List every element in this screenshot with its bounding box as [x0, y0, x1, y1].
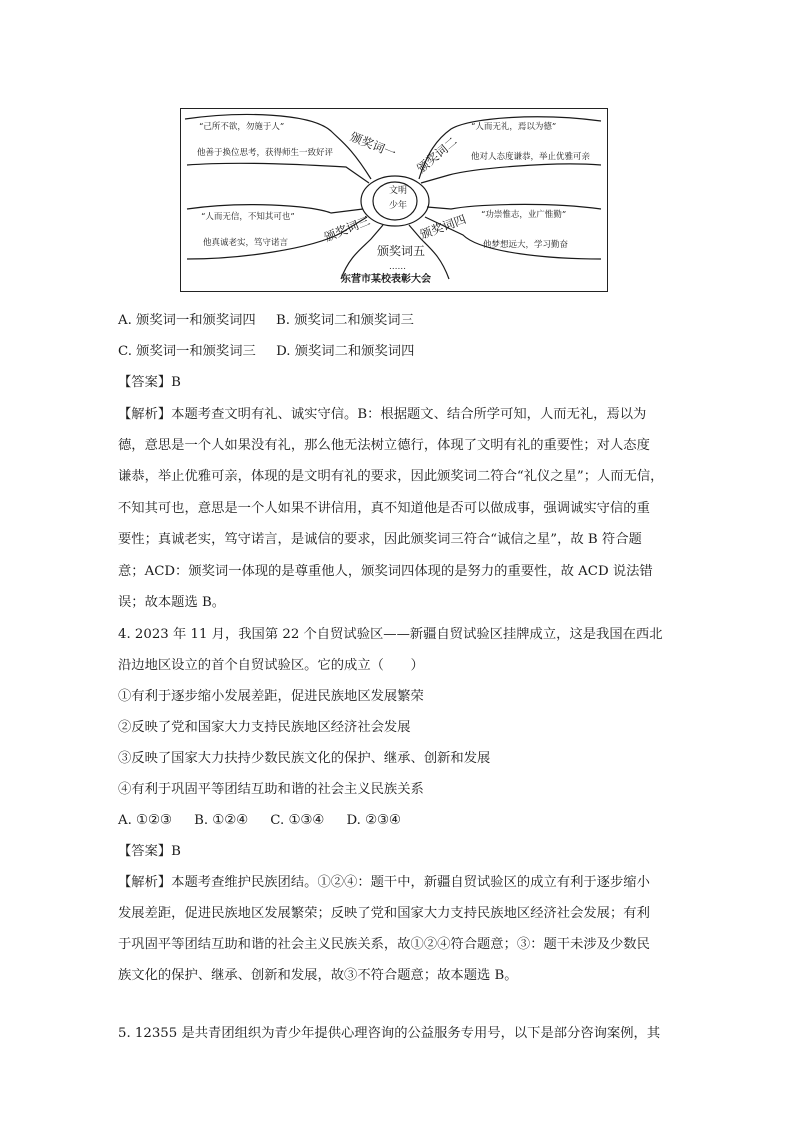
q3-analysis-line: 谦恭，举止优雅可亲，体现的是文明有礼的要求，因此颁奖词二符合“礼仪之星”；人而无信， [118, 469, 664, 484]
award-label-three: 颁奖词三 [322, 213, 372, 245]
q3-options-row-1 [118, 314, 414, 327]
q4-analysis-line: 族文化的保护、继承、创新和发展，故③不符合题意；故本题选 B。 [118, 968, 518, 983]
q4-item-1: ①有利于逐步缩小发展差距，促进民族地区发展繁荣 [118, 689, 424, 704]
q4-options-row [118, 814, 401, 827]
q4-analysis-line: 于巩固平等团结互助和谐的社会主义民族关系，故①②④符合题意；③：题干未涉及少数民 [118, 937, 650, 952]
q3-options-row-2 [118, 345, 414, 358]
quote-one: “己所不欲，勿施于人” [199, 122, 285, 132]
quote-four: “功崇惟志，业广惟勤” [481, 210, 567, 220]
praise-two: 他对人态度谦恭，举止优雅可亲 [471, 152, 591, 162]
q3-option-b: B. 颁奖词二和颁奖词三 [275, 313, 414, 328]
q3-analysis-line: 德，意思是一个人如果没有礼，那么他无法树立德行，体现了文明有礼的重要性；对人态度 [118, 438, 650, 453]
praise-four: 他梦想远大，学习勤奋 [483, 240, 569, 250]
q4-stem-line: 沿边地区设立的首个自贸试验区。它的成立（ ） [118, 658, 424, 673]
award-label-five: 颁奖词五 [377, 244, 426, 258]
q3-option-a: A. 颁奖词一和颁奖词四 [118, 313, 256, 328]
praise-one: 他善于换位思考，获得师生一致好评 [197, 148, 334, 158]
q3-analysis-line: 意；ACD：颁奖词一体现的是尊重他人，颁奖词四体现的是努力的重要性，故 ACD 说法错 [118, 564, 653, 579]
ellipsis: …… [389, 262, 406, 272]
q4-option-d: D. ②③④ [346, 813, 401, 828]
quote-three: “人而无信，不知其可也” [201, 212, 295, 222]
q3-analysis-line: 【解析】本题考查文明有礼、诚实守信。B：根据题文、结合所学可知，人而无礼，焉以为 [118, 407, 647, 422]
q3-option-c: C. 颁奖词一和颁奖词三 [118, 344, 256, 359]
q3-option-d: D. 颁奖词二和颁奖词四 [276, 344, 415, 359]
q4-item-3: ③反映了国家大力扶持少数民族文化的保护、继承、创新和发展 [118, 751, 491, 766]
award-label-two: 颁奖词二 [414, 134, 460, 176]
q5-stem-line: 5. 12355 是共青团组织为青少年提供心理咨询的公益服务专用号，以下是部分咨询案例，其 [118, 1026, 661, 1041]
q4-option-c: C. ①③④ [270, 813, 325, 828]
figure-caption: 东营市某校表彰大会 [341, 274, 431, 285]
praise-three: 他真诚老实，笃守诺言 [203, 238, 289, 248]
q4-item-2: ②反映了党和国家大力支持民族地区经济社会发展 [118, 720, 411, 735]
q4-item-4: ④有利于巩固平等团结互助和谐的社会主义民族关系 [118, 782, 424, 797]
center-word-2: 少年 [389, 201, 408, 211]
q4-option-a: A. ①②③ [118, 813, 172, 828]
q4-stem-line: 4. 2023 年 11 月，我国第 22 个自贸试验区——新疆自贸试验区挂牌成立，这是我国在西北 [118, 627, 663, 642]
award-label-four: 颁奖词四 [418, 212, 468, 242]
q4-answer: 【答案】B [118, 844, 181, 859]
q3-analysis-line: 不知其可也，意思是一个人如果不讲信用，真不知道他是否可以做成事，强调诚实守信的重 [118, 501, 650, 516]
q3-answer: 【答案】B [118, 375, 181, 390]
q3-analysis-line: 要性；真诚老实，笃守诺言，是诚信的要求，因此颁奖词三符合“诚信之星”，故 B 符合题 [118, 532, 642, 547]
q4-analysis-line: 发展差距，促进民族地区发展繁荣；反映了党和国家大力支持民族地区经济社会发展；有利 [118, 906, 650, 921]
center-word-1: 文明 [389, 186, 408, 196]
mind-map-figure [180, 108, 608, 292]
q3-analysis-line: 误；故本题选 B。 [118, 595, 226, 610]
award-label-one: 颁奖词一 [348, 129, 398, 161]
q4-analysis-line: 【解析】本题考查维护民族团结。①②④：题干中，新疆自贸试验区的成立有利于逐步缩小 [118, 875, 650, 890]
quote-two: “人而无礼，焉以为德” [471, 122, 557, 132]
q4-option-b: B. ①②④ [194, 813, 249, 828]
